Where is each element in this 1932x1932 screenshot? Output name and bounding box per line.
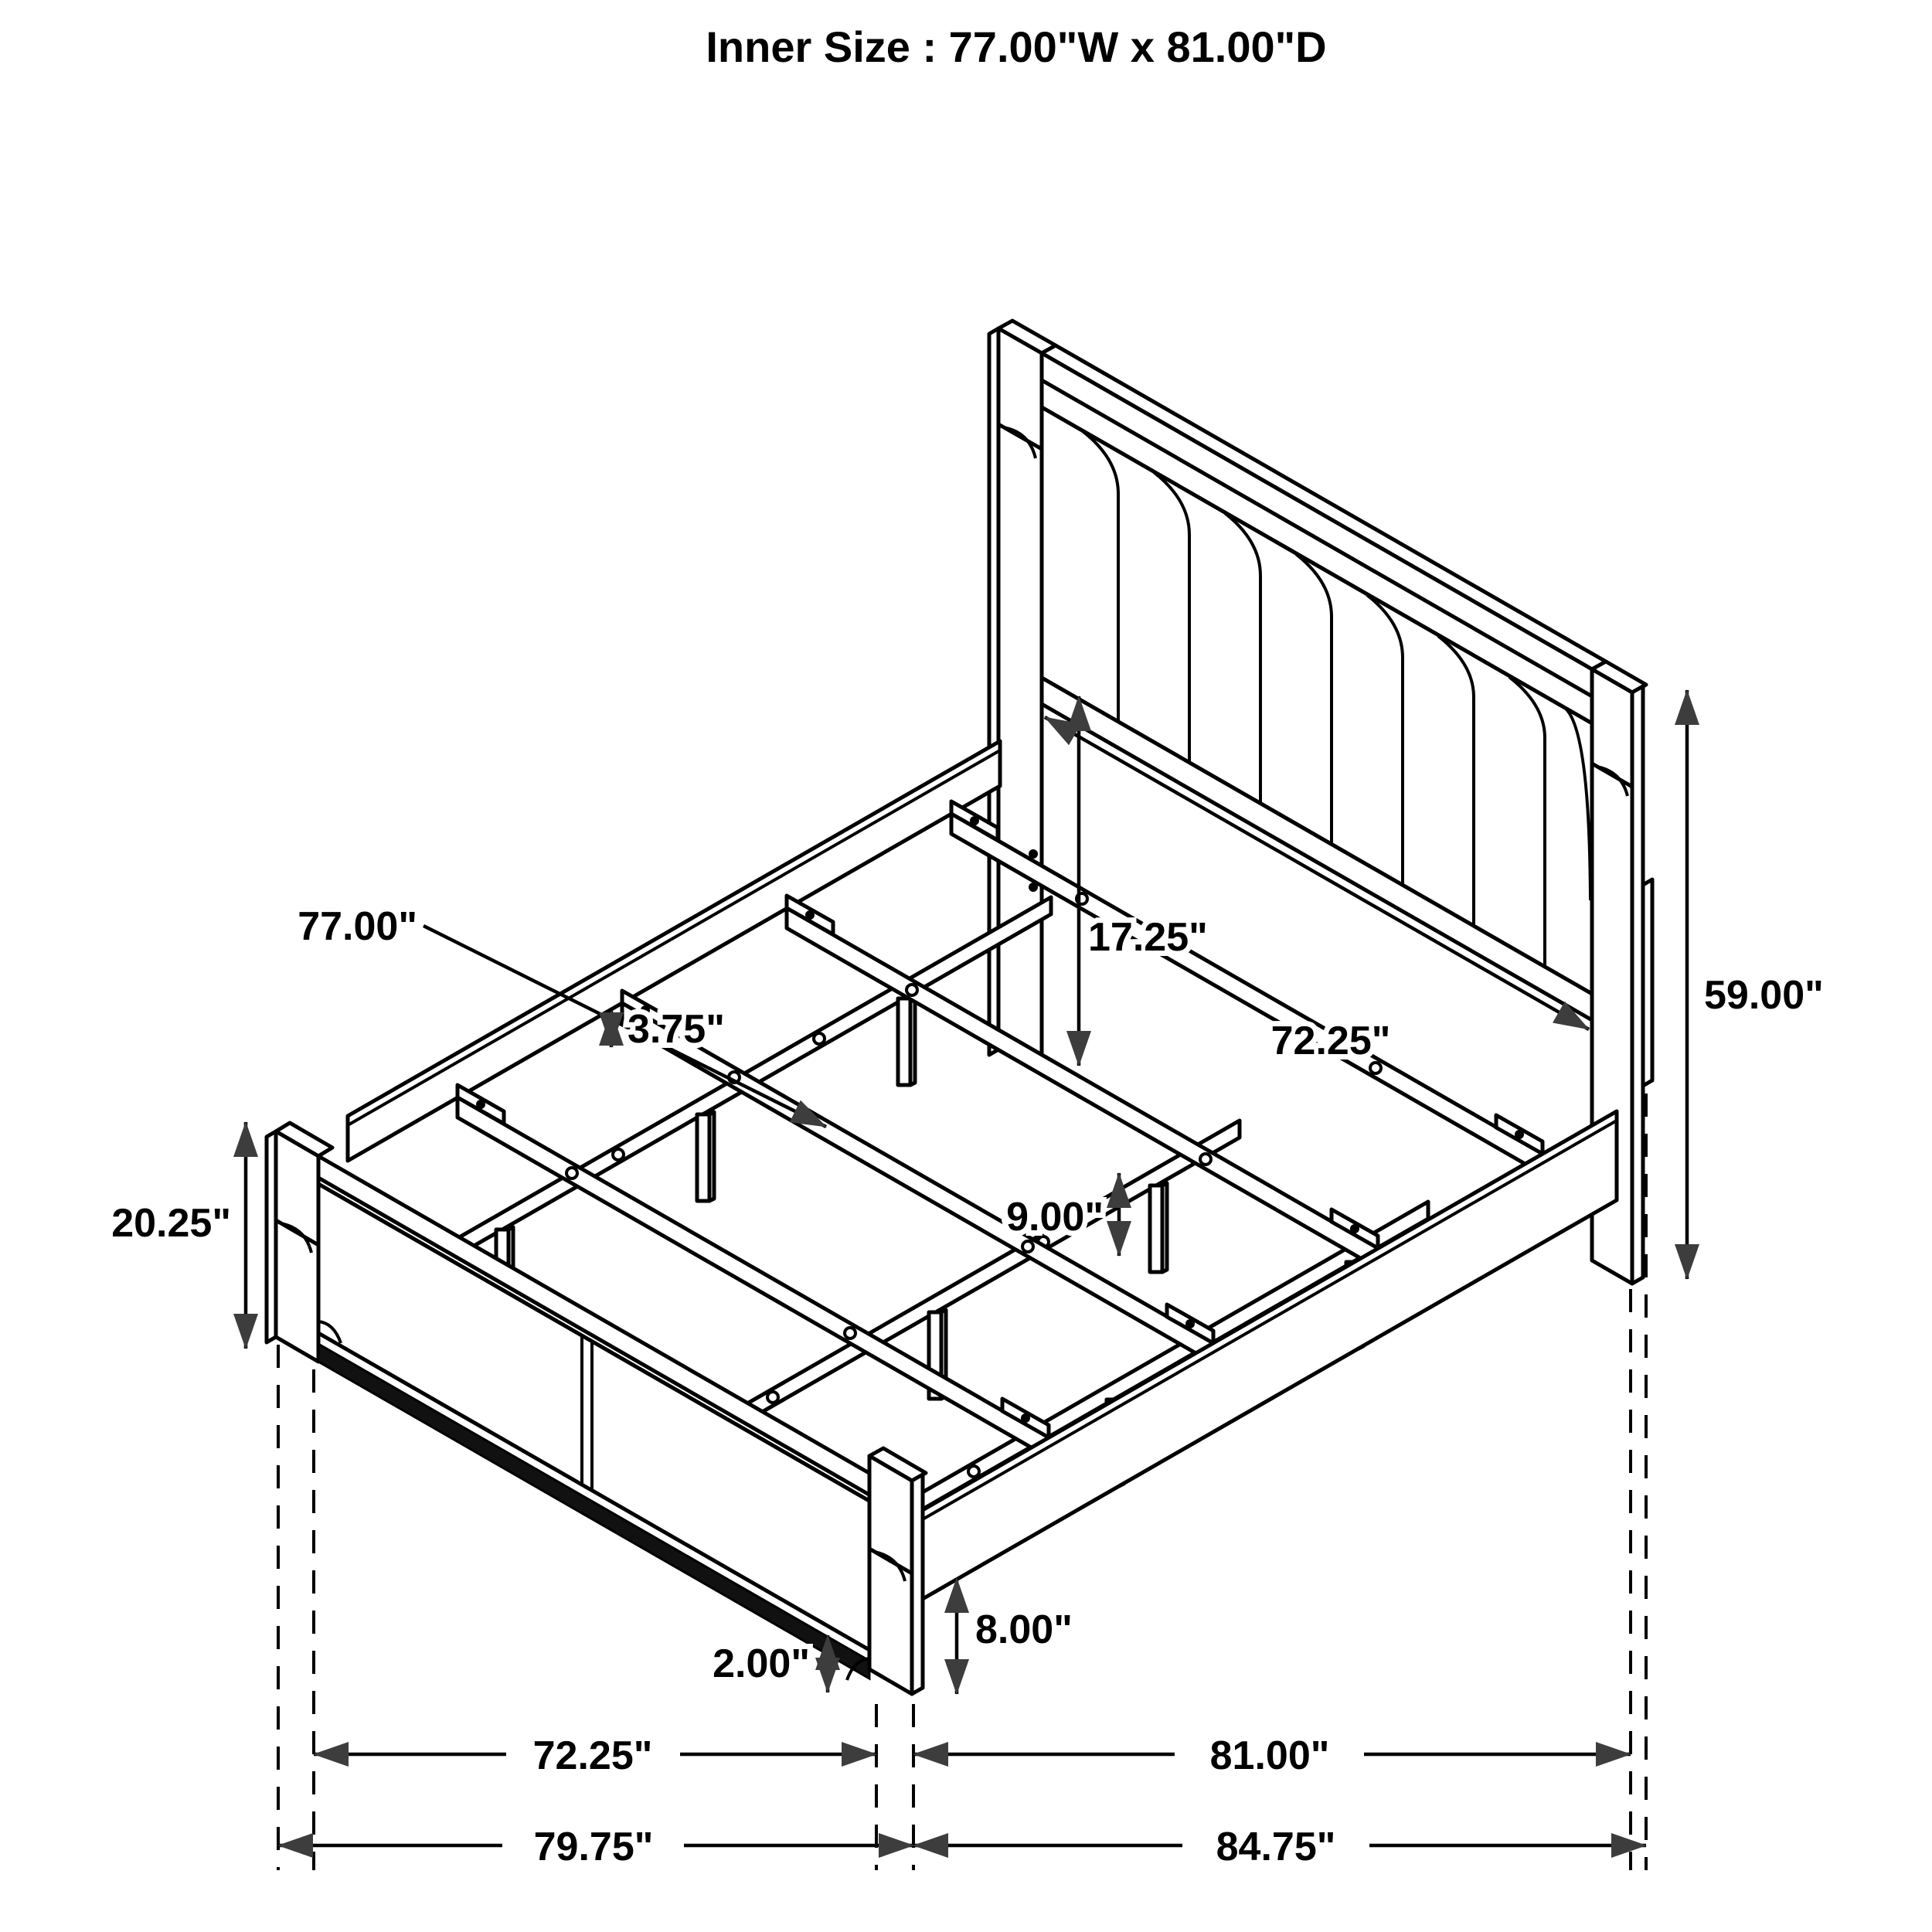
- headboard-rail-hook-plate: [1643, 879, 1652, 1086]
- label-inner-depth: 81.00": [1209, 1733, 1330, 1778]
- footboard-left-post: [276, 1131, 318, 1362]
- footboard-right-post-side: [912, 1475, 923, 1694]
- support-leg: [1150, 1183, 1167, 1272]
- footboard-panel: [318, 1184, 872, 1664]
- label-rail-slat-gap: 3.75": [628, 1007, 725, 1052]
- label-bracket-height: 2.00": [713, 1641, 810, 1686]
- footboard-right-post: [869, 1456, 912, 1694]
- label-rail-clearance: 8.00": [975, 1607, 1073, 1652]
- footboard: [267, 1123, 926, 1694]
- dim-footboard-inner-width: [314, 1733, 876, 1778]
- headboard-left-post: [998, 328, 1042, 1074]
- dim-overall-depth: [913, 1825, 1646, 1869]
- label-footboard-height: 20.25": [111, 1201, 231, 1246]
- dim-inner-depth: [913, 1733, 1631, 1778]
- label-footboard-inner-width: 72.25": [532, 1733, 653, 1778]
- headboard: [989, 321, 1652, 1284]
- label-overall-depth: 84.75": [1216, 1825, 1336, 1869]
- dim-overall-width: [278, 1825, 913, 1869]
- support-leg: [898, 996, 915, 1085]
- diagram-title: Inner Size : 77.00"W x 81.00"D: [706, 22, 1327, 71]
- label-inner-width: 77.00": [298, 904, 417, 949]
- label-headboard-inner-width: 72.25": [1270, 1019, 1391, 1063]
- left-side-rail: [348, 741, 1000, 1161]
- label-overall-width: 79.75": [533, 1825, 654, 1869]
- label-support-leg-height: 9.00": [1006, 1195, 1104, 1240]
- label-headboard-panel-height: 17.25": [1088, 915, 1208, 960]
- support-leg: [697, 1112, 714, 1201]
- label-headboard-height: 59.00": [1704, 973, 1824, 1018]
